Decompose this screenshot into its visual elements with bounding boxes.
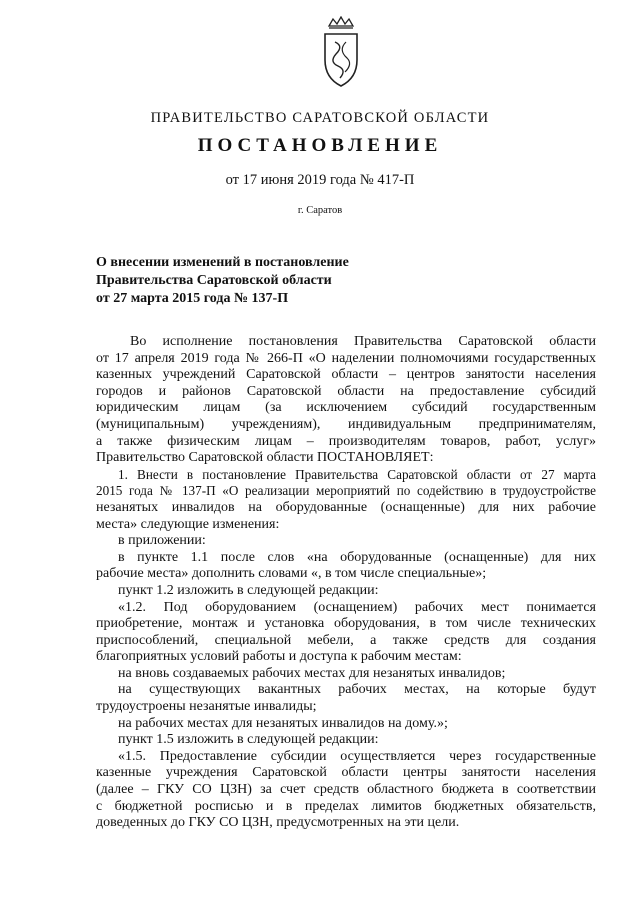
body-line: «1.5. Предоставление субсидии осуществляется через государственные <box>118 748 596 764</box>
body-line: с бюджетной росписью и в пределах лимитов бюджетных обязательств, <box>96 798 596 814</box>
body-line: незанятых инвалидов на оборудованные (оснащенные) для них рабочие <box>96 499 596 515</box>
body-line: пункт 1.5 изложить в следующей редакции: <box>118 732 379 748</box>
decree-body <box>96 334 596 832</box>
body-line: приобретение, монтаж и установка оборудования, в том числе технических <box>96 616 596 632</box>
body-line: благоприятных условий работы и доступа к рабочим местам: <box>96 649 462 665</box>
body-line: пункт 1.2 изложить в следующей редакции: <box>118 582 379 598</box>
decree-subject <box>96 254 416 308</box>
body-line: городов и районов Саратовской области на предоставление субсидий <box>96 383 596 399</box>
body-line: в пункте 1.1 после слов «на оборудованные (оснащенные) для них <box>118 549 596 565</box>
subject-line: Правительства Саратовской области <box>96 273 332 288</box>
body-line: «1.2. Под оборудованием (оснащением) рабочих мест понимается <box>118 599 596 615</box>
body-line: юридическим лицам (за исключением субсидий государственным <box>96 400 596 416</box>
subject-line: от 27 марта 2015 года № 137-П <box>96 291 289 306</box>
body-line: казенные учреждения Саратовской области центры занятости населения <box>96 765 596 781</box>
body-line: Во исполнение постановления Правительства Саратовской области <box>130 334 596 349</box>
subject-line: О внесении изменений в постановление <box>96 255 349 270</box>
body-line: казенных учреждений Саратовской области – центров занятости населения <box>96 367 596 383</box>
decree-date-number: от 17 июня 2019 года № 417-П <box>225 172 415 188</box>
document-type-heading: ПОСТАНОВЛЕНИЕ <box>197 135 443 156</box>
government-name: ПРАВИТЕЛЬСТВО САРАТОВСКОЙ ОБЛАСТИ <box>150 110 490 126</box>
body-line: доведенных до ГКУ СО ЦЗН, предусмотренных на эти цели. <box>96 815 460 831</box>
body-line: в приложении: <box>118 533 206 549</box>
body-line: от 17 апреля 2019 года № 266-П «О наделении полномочиями государственных <box>96 350 596 366</box>
saratov-coat-of-arms-icon <box>320 16 362 88</box>
body-line: на рабочих местах для незанятых инвалидов на дому.»; <box>118 715 448 731</box>
body-line: рабочие места» дополнить словами «, в том числе специальные»; <box>96 566 487 582</box>
decree-city: г. Саратов <box>297 205 343 216</box>
body-line: 1. Внести в постановление Правительства Саратовской области от 27 марта <box>118 466 596 482</box>
body-line: (далее – ГКУ СО ЦЗН) за счет средств областного бюджета в соответствии <box>96 782 596 798</box>
body-line: а также физическим лицам – производителям товаров, работ, услуг» <box>96 433 596 449</box>
body-line: Правительство Саратовской области ПОСТАНОВЛЯЕТ: <box>96 450 434 466</box>
body-line: на существующих вакантных рабочих местах, на которые будут <box>118 682 596 698</box>
body-line: 2015 года № 137-П «О реализации мероприятий по содействию в трудоустройстве <box>96 483 596 499</box>
body-line: приспособлений, специальной мебели, а также средств для создания <box>96 632 596 648</box>
body-line: трудоустроены незанятые инвалиды; <box>96 699 317 715</box>
body-line: (муниципальным) учреждениям), индивидуальным предпринимателям, <box>96 416 596 432</box>
body-line: места» следующие изменения: <box>96 516 280 532</box>
body-line: на вновь создаваемых рабочих местах для незанятых инвалидов; <box>118 665 506 681</box>
